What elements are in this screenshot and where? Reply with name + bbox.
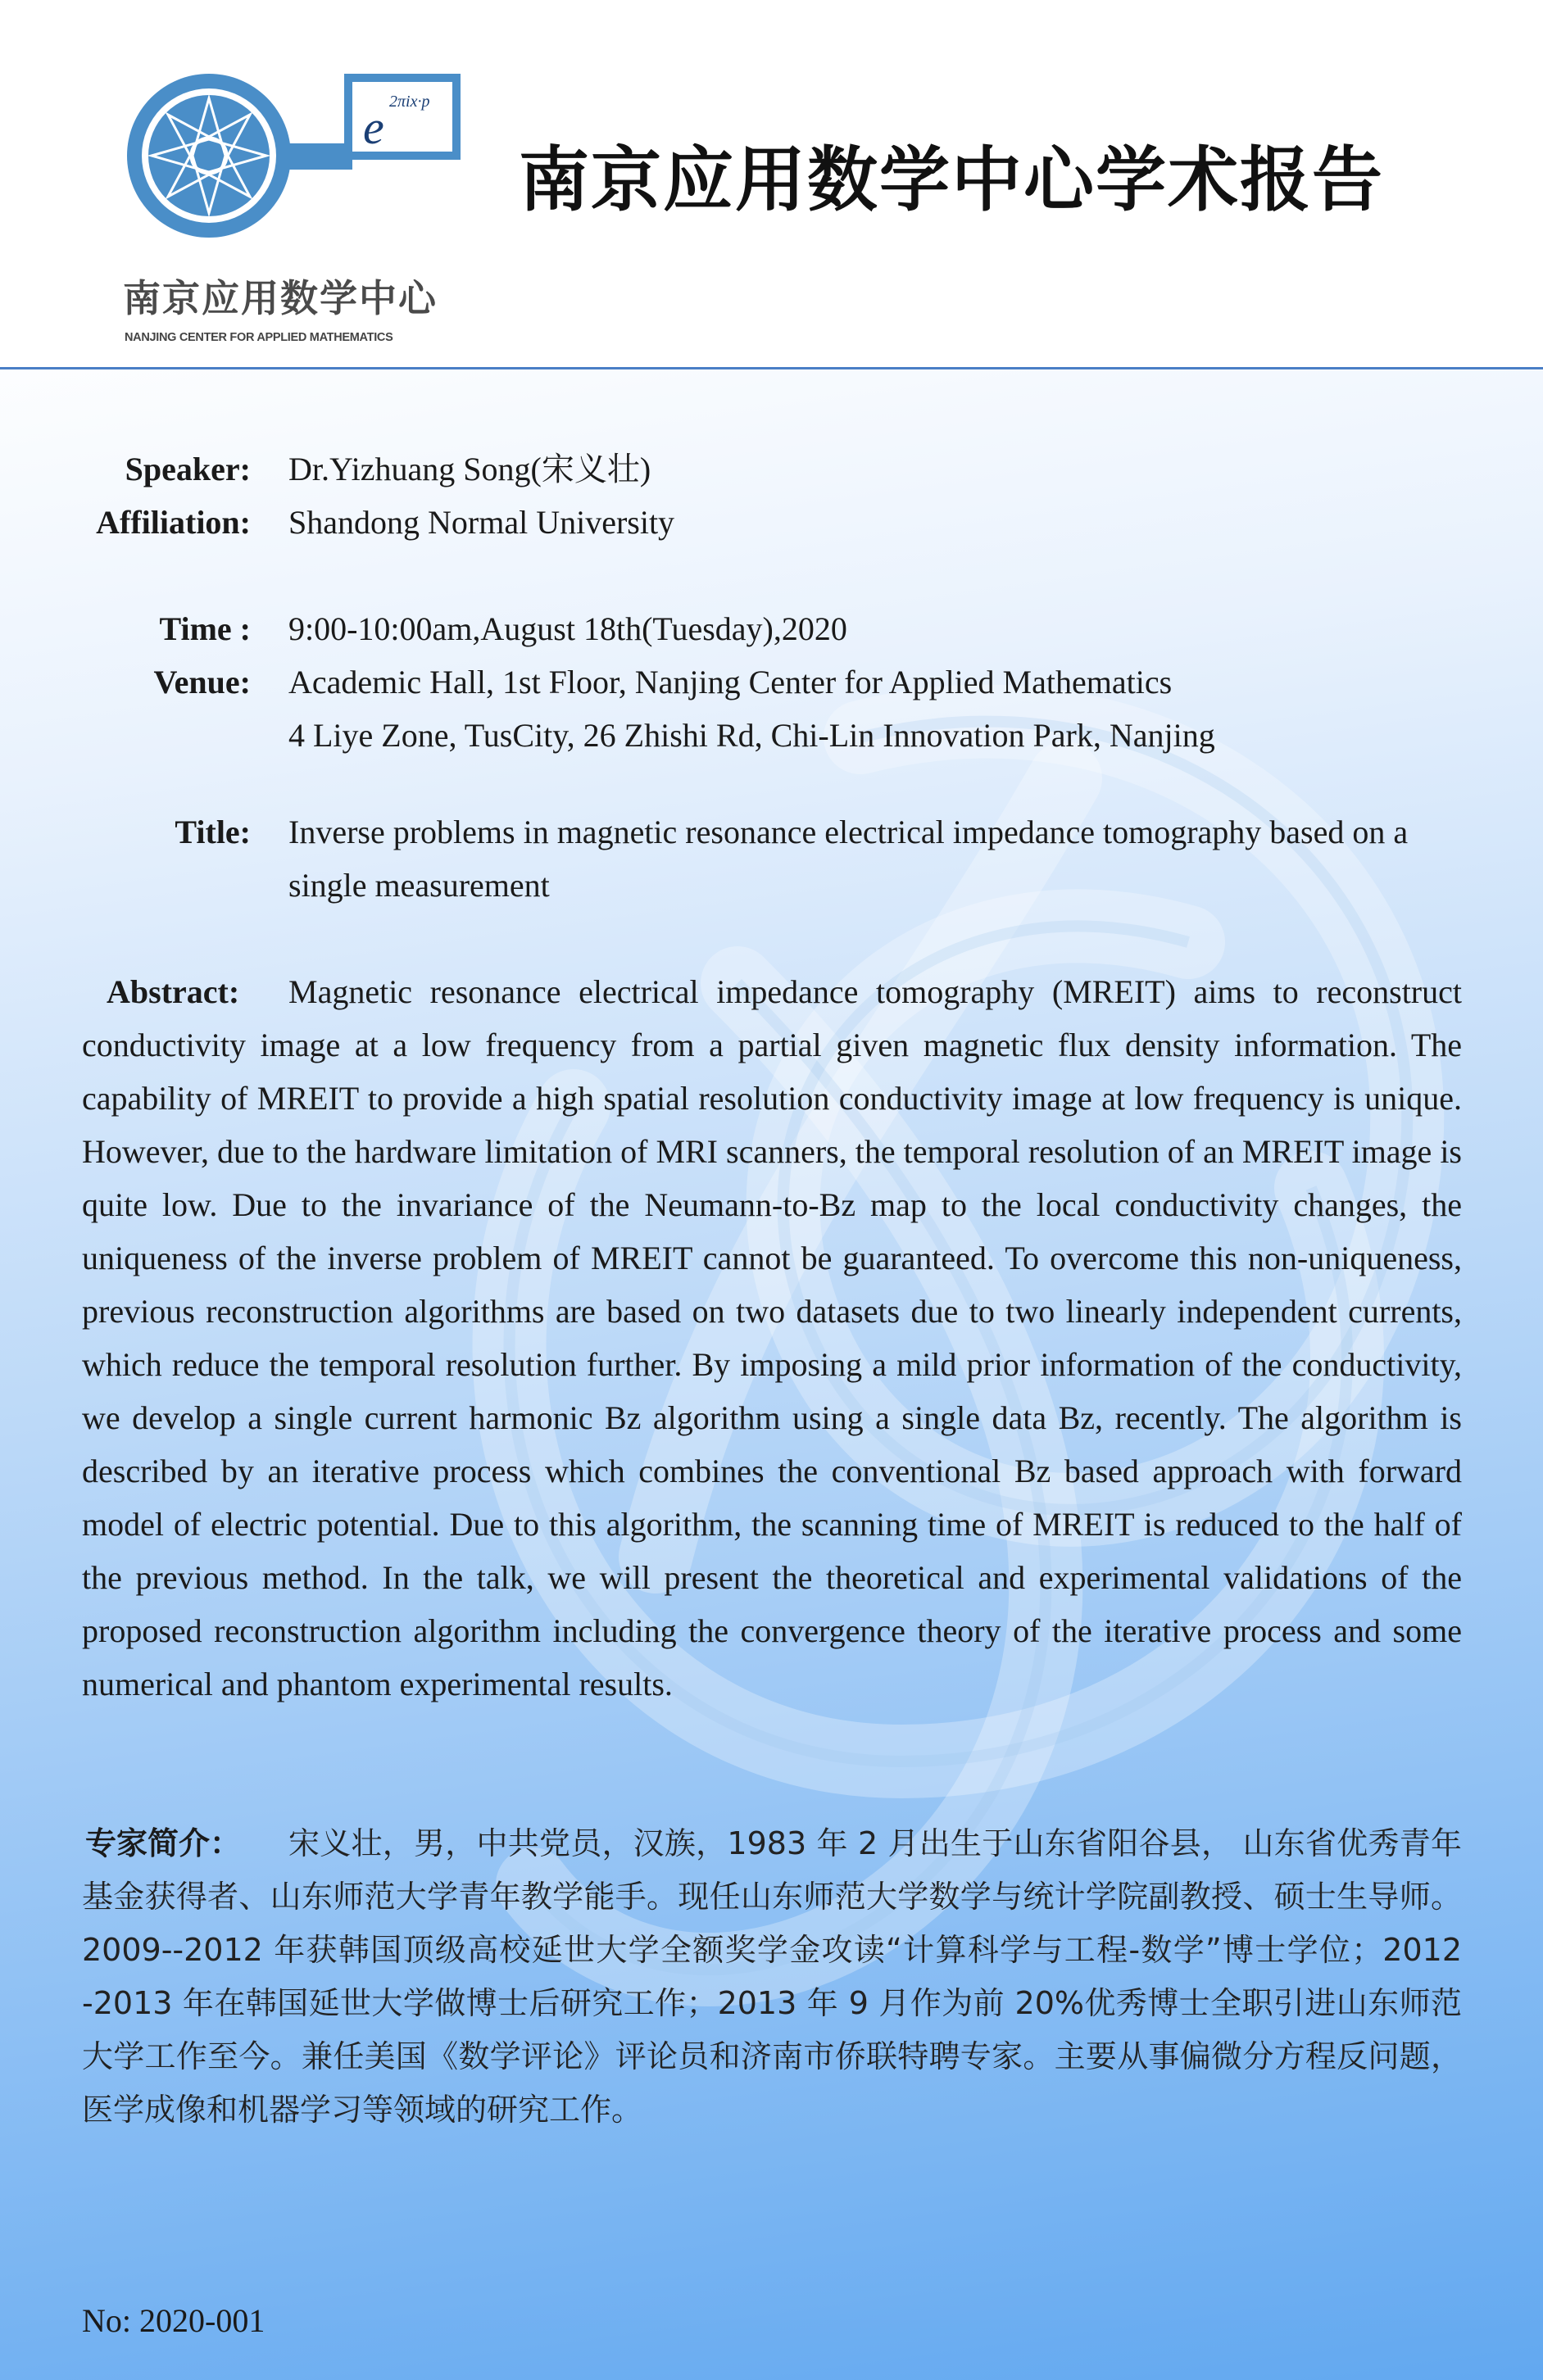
header-divider <box>0 367 1543 369</box>
logo-english-name: NANJING CENTER FOR APPLIED MATHEMATICS <box>125 331 393 344</box>
talk-title: Inverse problems in magnetic resonance electrical impedance tomography based on a single measurement <box>288 814 1409 904</box>
venue-line-1: Academic Hall, 1st Floor, Nanjing Center for Applied Mathematics <box>288 664 1173 700</box>
venue-line-2: 4 Liye Zone, TusCity, 26 Zhishi Rd, Chi-Lin Innovation Park, Nanjing <box>288 717 1215 754</box>
speaker-label: Speaker: <box>125 451 251 487</box>
affiliation-value: Shandong Normal University <box>288 504 675 541</box>
report-number: No: 2020-001 <box>82 2302 265 2339</box>
page-title: 南京应用数学中心学术报告 <box>519 139 1384 221</box>
abstract-text: Magnetic resonance electrical impedance tomography (MREIT) aims to reconstruct conductivity image at a low frequency from a partial given magnetic flux density information. The capability of MREIT to provide a high spatial resolution conductivity image at low frequency is unique. However, due to the hardware limitation of MRI scanners, the temporal resolution of an MREIT image is quite low. Due to the invariance of the Neumann-to-Bz map to the local conductivity changes, the uniqueness of the inverse problem of MREIT cannot be guaranteed. To overcome this non-uniqueness, previous reconstruction algorithms are based on two datasets due to two linearly independent currents, which reduce the temporal resolution further. By imposing a mild prior information of the conductivity, we develop a single current harmonic Bz algorithm using a single data Bz, recently. The algorithm is described by an iterative process which combines the conventional Bz based approach with forward model of electric potential. Due to this algorithm, the scanning time of MREIT is reduced to the half of the previous method. In the talk, we will present the theoretical and experimental validations of the proposed reconstruction algorithm including the convergence theory of the iterative process and some numerical and phantom experimental results. <box>82 973 1462 1702</box>
abstract-label: Abstract: <box>107 973 240 1010</box>
logo-chinese-name: 南京应用数学中心 <box>123 276 438 320</box>
time-label: Time : <box>159 610 251 647</box>
speaker-value: Dr.Yizhuang Song(宋义壮) <box>288 451 651 487</box>
time-value: 9:00-10:00am,August 18th(Tuesday),2020 <box>288 610 847 647</box>
logo-formula-exponent: 2πix·p <box>389 93 430 111</box>
bio-text: 宋义壮，男，中共党员，汉族，1983 年 2 月出生于山东省阳谷县， 山东省优秀青年基金获得者、山东师范大学青年教学能手。现任山东师范大学数学与统计学院副教授、硕士生导师。2009--2012 年获韩国顶级高校延世大学全额奖学金攻读“计算科学与工程-数学”博士学位；2012 -2013 年在韩国延世大学做博士后研究工作；2013 年 9 月作为前 20%优秀博士全职引进山东师范大学工作至今。兼任美国《数学评论》评论员和济南市侨联特聘专家。主要从事偏微分方程反问题，医学成像和机器学习等领域的研究工作。 <box>82 1825 1462 2128</box>
logo-formula-base: e <box>363 101 384 154</box>
venue-label: Venue: <box>153 664 251 700</box>
logo-key-icon <box>119 61 463 258</box>
affiliation-label: Affiliation: <box>96 504 251 541</box>
bio-label: 专家简介： <box>85 1825 242 1861</box>
title-label: Title: <box>175 814 251 850</box>
